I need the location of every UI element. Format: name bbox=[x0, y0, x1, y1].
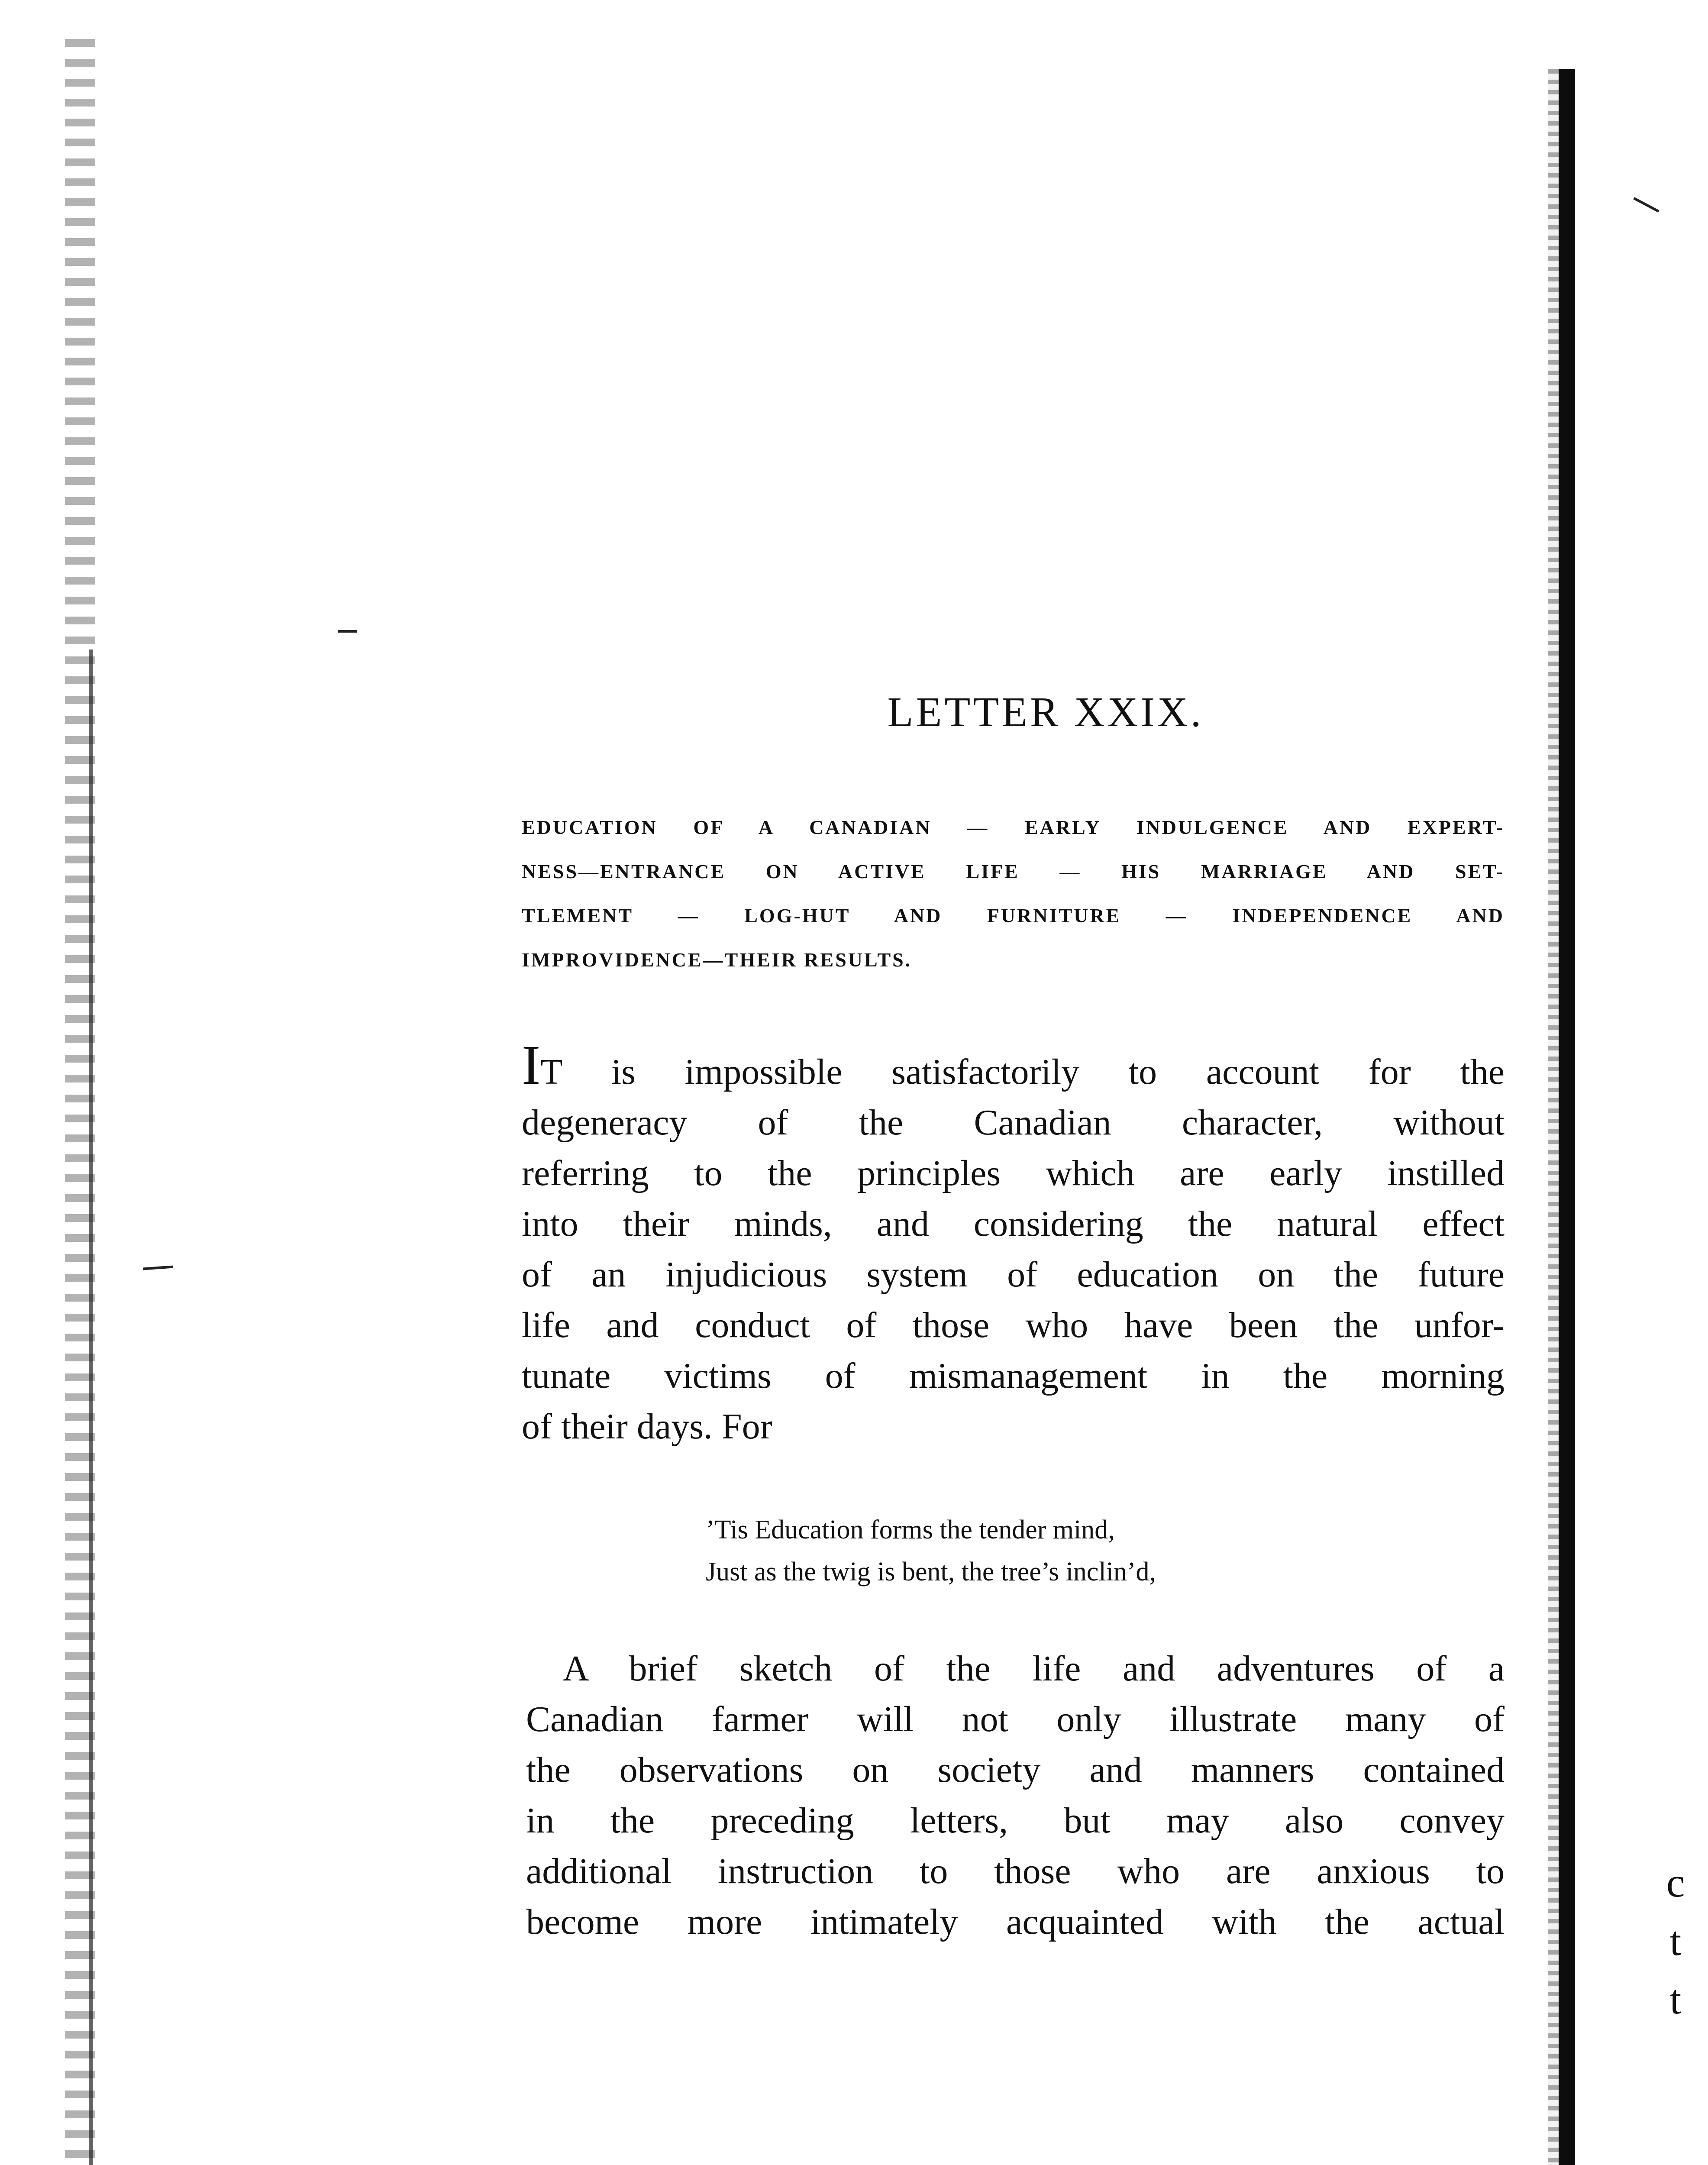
letter-title: LETTER XXIX. bbox=[887, 689, 1204, 736]
scan-right-shadow bbox=[1548, 69, 1559, 2165]
scan-gutter-line bbox=[89, 650, 93, 2165]
summary-line: TLEMENT — LOG-HUT AND FURNITURE — INDEPENDENCE AND bbox=[522, 905, 1505, 927]
verse-line: Just as the twig is bent, the tree’s inclin’d, bbox=[706, 1557, 1156, 1587]
paragraph-line: the observations on society and manners contained bbox=[526, 1750, 1505, 1790]
paragraph-line: life and conduct of those who have been the unfor- bbox=[522, 1305, 1505, 1345]
paragraph-line: A brief sketch of the life and adventures of a bbox=[563, 1648, 1505, 1689]
paragraph-text: T is impossible satisfactorily to account for the bbox=[540, 1052, 1505, 1092]
bleed-letter: t bbox=[1669, 1976, 1682, 2023]
scan-corner-marks bbox=[65, 2156, 221, 2165]
verse-quote bbox=[706, 1509, 1355, 1593]
paragraph-line: in the preceding letters, but may also convey bbox=[526, 1800, 1505, 1841]
verse-line: ’Tis Education forms the tender mind, bbox=[706, 1515, 1115, 1545]
bleed-letter: t bbox=[1669, 1918, 1682, 1964]
bleed-letter: c bbox=[1666, 1859, 1685, 1906]
paragraph-line: become more intimately acquainted with the actual bbox=[526, 1902, 1505, 1942]
chapter-summary bbox=[522, 805, 1505, 982]
bleed-through-letters bbox=[1663, 1853, 1689, 2029]
paragraph-2 bbox=[526, 1643, 1505, 1947]
summary-line: EDUCATION OF A CANADIAN — EARLY INDULGENCE AND EXPERT- bbox=[522, 816, 1505, 838]
paragraph-line: additional instruction to those who are anxious to bbox=[526, 1851, 1505, 1891]
paragraph-line: degeneracy of the Canadian character, without bbox=[522, 1102, 1505, 1143]
paragraph-line: tunate victims of mismanagement in the morning bbox=[522, 1356, 1505, 1396]
paragraph-1 bbox=[522, 1034, 1505, 1452]
summary-line: NESS—ENTRANCE ON ACTIVE LIFE — HIS MARRIAGE AND SET- bbox=[522, 860, 1505, 882]
summary-line: IMPROVIDENCE—THEIR RESULTS. bbox=[522, 949, 912, 971]
paragraph-line: referring to the principles which are early instilled bbox=[522, 1153, 1505, 1193]
scan-right-edge bbox=[1559, 69, 1575, 2165]
scan-dash-mark bbox=[143, 1266, 173, 1270]
paragraph-line: of an injudicious system of education on the future bbox=[522, 1254, 1505, 1295]
scan-dash-mark bbox=[1633, 197, 1659, 213]
scan-dash-mark bbox=[338, 630, 357, 633]
paragraph-line: of their days. For bbox=[522, 1406, 772, 1447]
paragraph-line: Canadian farmer will not only illustrate many of bbox=[526, 1699, 1505, 1739]
paragraph-first-line bbox=[522, 1034, 1505, 1097]
paragraph-line: into their minds, and considering the natural effect bbox=[522, 1204, 1505, 1244]
drop-cap: I bbox=[522, 1034, 541, 1096]
